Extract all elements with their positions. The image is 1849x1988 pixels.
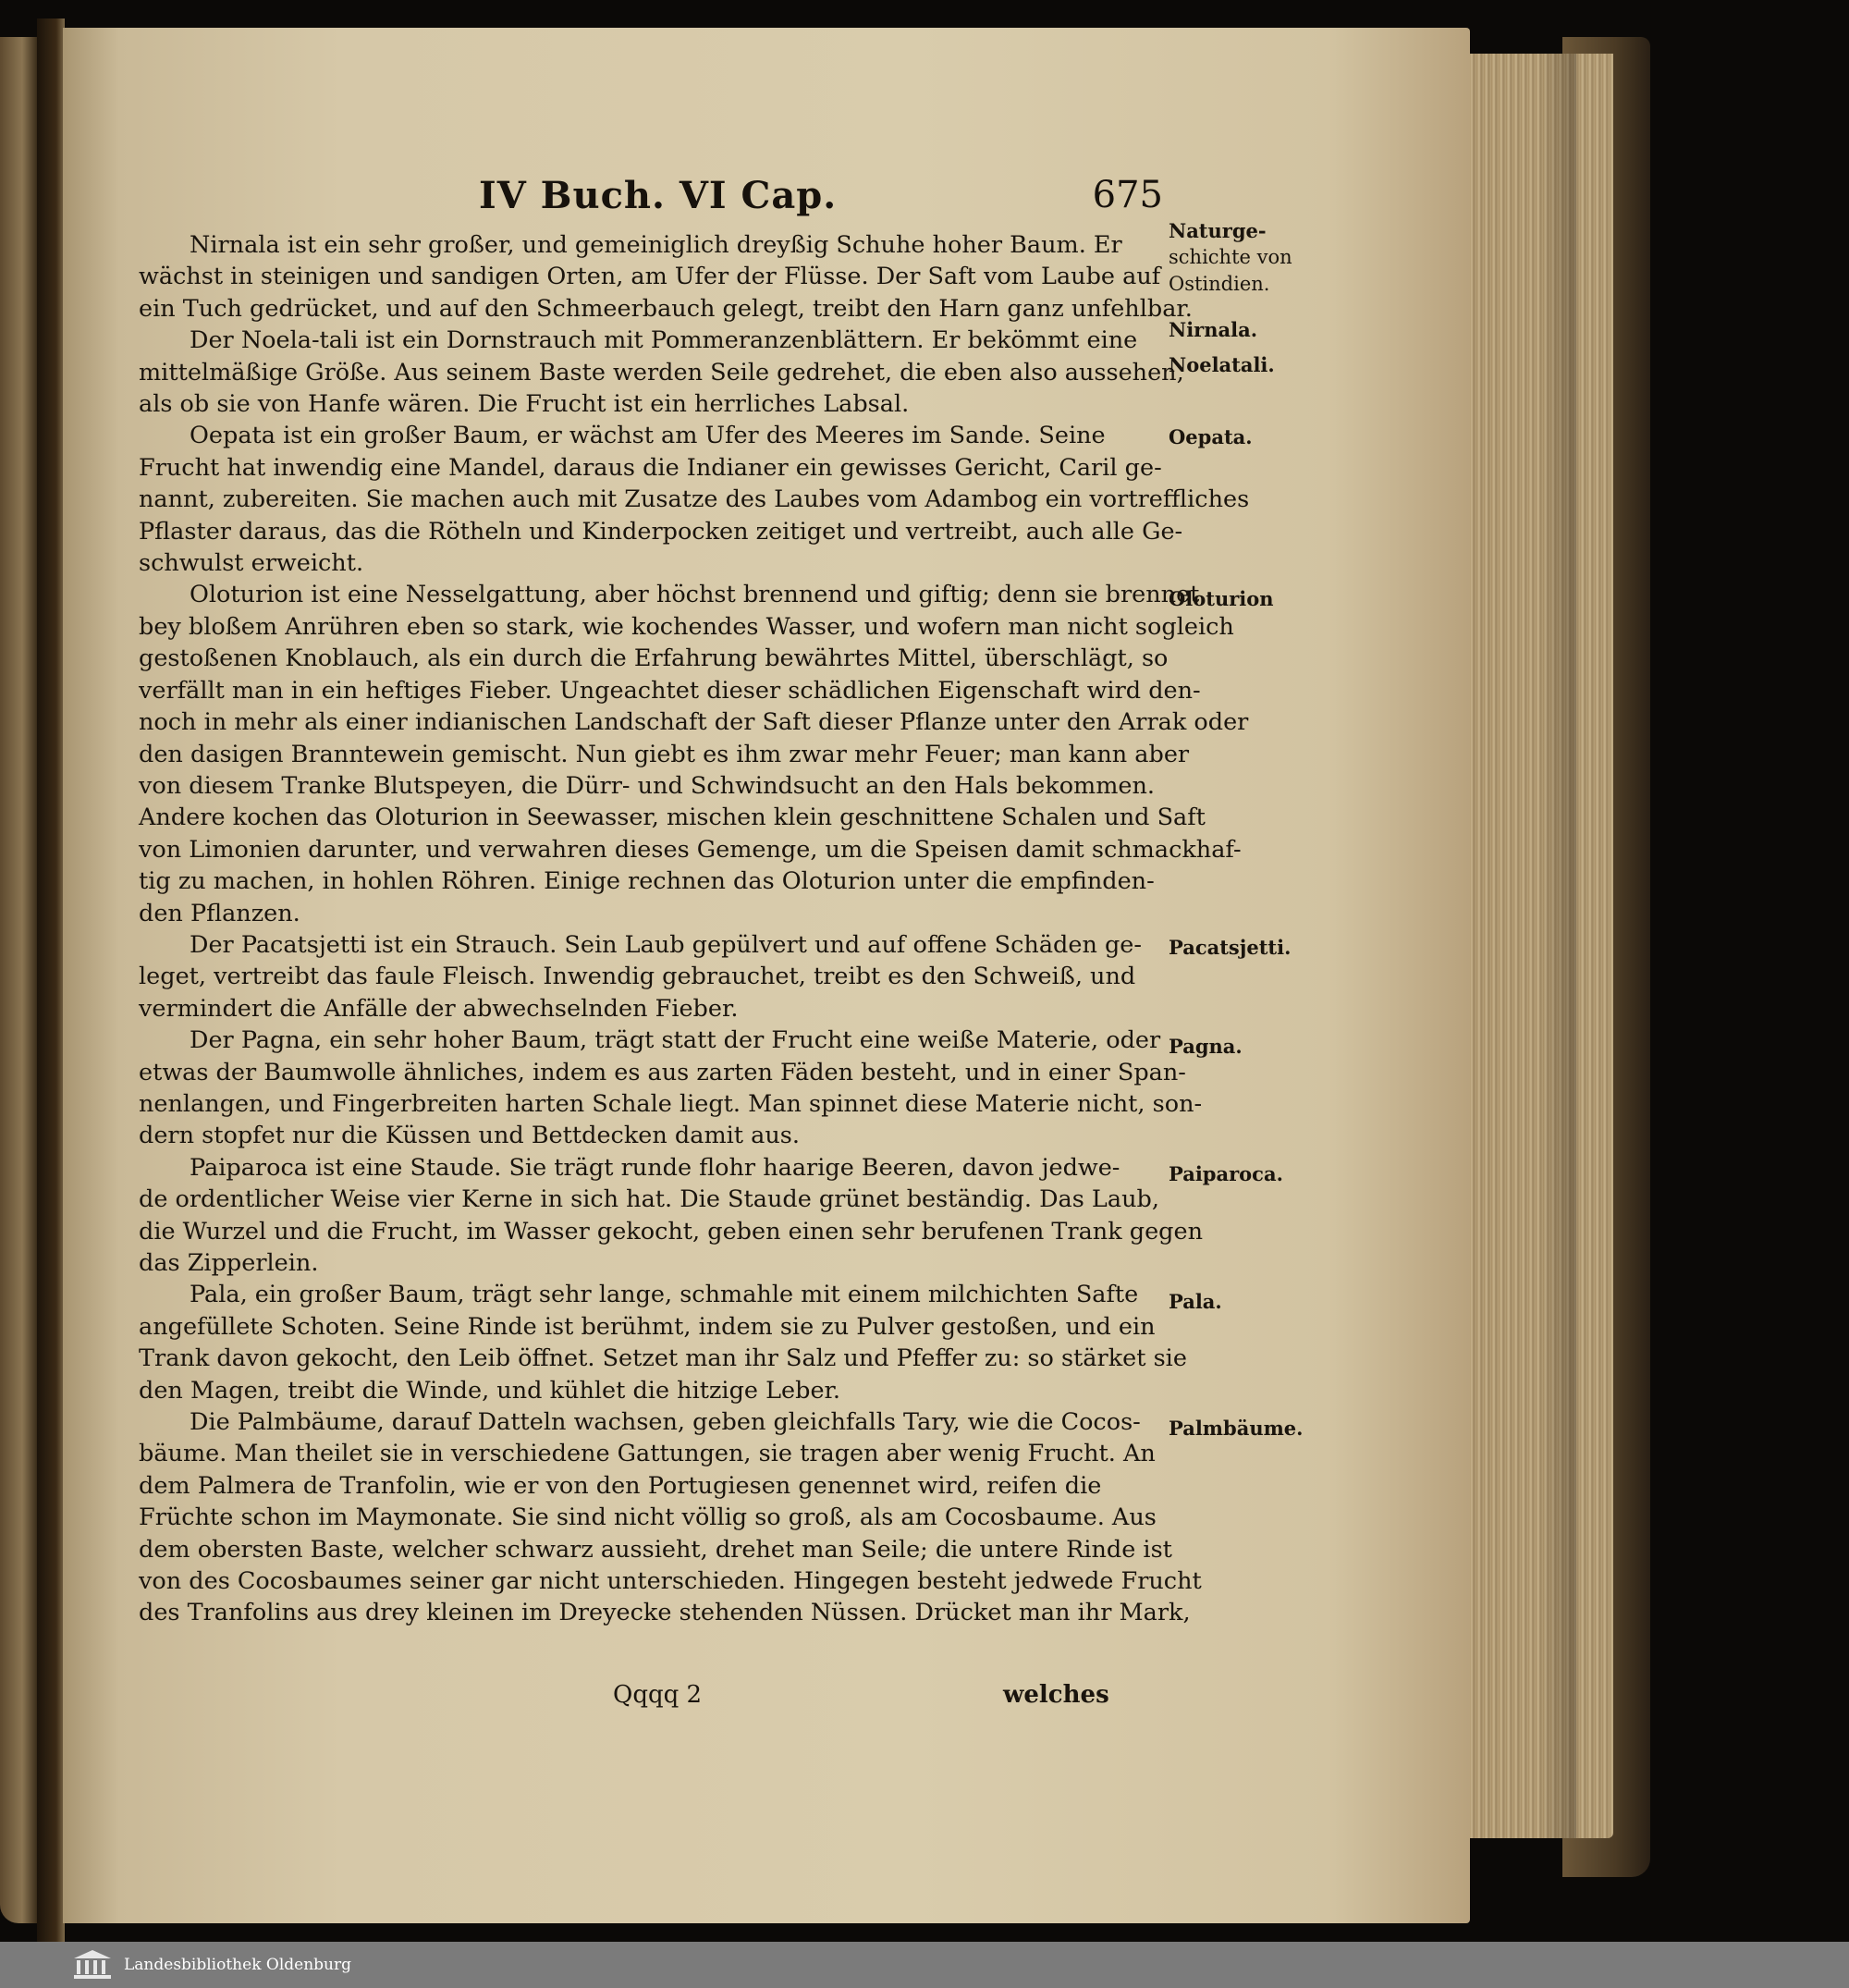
margin-note-line: Ostindien.: [1169, 273, 1270, 295]
text-line: des Tranfolins aus drey kleinen im Dreyecke stehenden Nüssen. Drücket man ihr Mark,: [139, 1599, 1191, 1627]
text-line: von diesem Tranke Blutspeyen, die Dürr- und Schwindsucht an den Hals bekommen.: [139, 771, 1156, 800]
paragraph-paiparoca: [139, 1152, 1204, 1280]
text-line: nannt, zubereiten. Sie machen auch mit Zusatze des Laubes vom Adambog ein vortreffliches: [139, 485, 1250, 514]
text-line: de ordentlicher Weise vier Kerne in sich hat. Die Staude grünet beständig. Das Laub,: [139, 1185, 1159, 1214]
text-line: Andere kochen das Oloturion in Seewasser, mischen klein geschnittene Schalen und Saft: [139, 804, 1206, 832]
text-line: den Magen, treibt die Winde, und kühlet die hitzige Leber.: [139, 1376, 841, 1405]
text-line: Frucht hat inwendig eine Mandel, daraus die Indianer ein gewisses Gericht, Caril ge-: [139, 453, 1162, 482]
text-line: von Limonien darunter, und verwahren dieses Gemenge, um die Speisen damit schmackhaf-: [139, 835, 1242, 864]
text-line: nenlangen, und Fingerbreiten harten Schale liegt. Man spinnet diese Materie nicht, son-: [139, 1089, 1203, 1118]
margin-note-line: Naturge-: [1169, 219, 1267, 242]
text-line: angefüllete Schoten. Seine Rinde ist berühmt, indem sie zu Pulver gestoßen, und ein: [139, 1312, 1156, 1341]
text-line: Oloturion ist eine Nesselgattung, aber höchst brennend und giftig; denn sie brennet: [190, 581, 1200, 609]
margin-note-oloturion: Oloturion: [1169, 587, 1274, 610]
text-line: Früchte schon im Maymonate. Sie sind nicht völlig so groß, als am Cocosbaume. Aus: [139, 1503, 1157, 1532]
text-line: dem Palmera de Tranfolin, wie er von den Portugiesen genennet wird, reifen die: [139, 1471, 1102, 1500]
paragraph-palmbaeume: [139, 1406, 1202, 1629]
page-header: [479, 174, 1163, 220]
margin-note-line: schichte von: [1169, 246, 1292, 268]
text-line: bäume. Man theilet sie in verschiedene Gattungen, sie tragen aber wenig Frucht. An: [139, 1440, 1156, 1468]
margin-note-paiparoca: Paiparoca.: [1169, 1162, 1283, 1185]
book-page: [63, 28, 1470, 1923]
text-line: Der Noela-tali ist ein Dornstrauch mit Pommeranzenblättern. Er bekömmt eine: [190, 326, 1138, 355]
text-line: als ob sie von Hanfe wären. Die Frucht ist ein herrliches Labsal.: [139, 390, 910, 419]
text-line: Die Palmbäume, darauf Datteln wachsen, geben gleichfalls Tary, wie die Cocos-: [190, 1408, 1141, 1437]
text-line: Oepata ist ein großer Baum, er wächst am Ufer des Meeres im Sande. Seine: [190, 422, 1106, 450]
margin-note-pacatsjetti: Pacatsjetti.: [1169, 936, 1292, 959]
text-line: ein Tuch gedrücket, und auf den Schmeerbauch gelegt, treibt den Harn ganz unfehlbar.: [139, 294, 1193, 323]
text-line: Nirnala ist ein sehr großer, und gemeiniglich dreyßig Schuhe hoher Baum. Er: [190, 231, 1122, 259]
text-line: Pala, ein großer Baum, trägt sehr lange, schmahle mit einem milchichten Safte: [190, 1281, 1139, 1309]
page-edges-shadow: [1539, 54, 1576, 1838]
left-page-edge: [0, 37, 37, 1923]
paragraph-noelatali: [139, 325, 1184, 420]
page-edges: [1447, 54, 1613, 1838]
margin-note-oepata: Oepata.: [1169, 425, 1253, 448]
text-line: vermindert die Anfälle der abwechselnden Fieber.: [139, 994, 739, 1023]
text-line: Pflaster daraus, das die Rötheln und Kinderpocken zeitiget und vertreibt, auch alle Ge-: [139, 517, 1183, 546]
text-line: schwulst erweicht.: [139, 549, 364, 578]
book-gutter: [37, 18, 65, 1942]
margin-note-pala: Pala.: [1169, 1290, 1222, 1313]
text-line: Paiparoca ist eine Staude. Sie trägt runde flohr haarige Beeren, davon jedwe-: [190, 1153, 1120, 1182]
text-line: Der Pacatsjetti ist ein Strauch. Sein Laub gepülvert und auf offene Schäden ge-: [190, 930, 1142, 959]
margin-note-nirnala: Nirnala.: [1169, 318, 1258, 341]
margin-note-noelatali: Noelatali.: [1169, 353, 1275, 376]
text-line: mittelmäßige Größe. Aus seinem Baste werden Seile gedrehet, die eben also aussehen,: [139, 358, 1184, 387]
paragraph-oepata: [139, 420, 1250, 579]
text-line: den dasigen Branntewein gemischt. Nun giebt es ihm zwar mehr Feuer; man kann aber: [139, 740, 1190, 768]
paragraph-pacatsjetti: [139, 929, 1156, 1025]
text-line: etwas der Baumwolle ähnliches, indem es aus zarten Fäden besteht, und in einer Span-: [139, 1058, 1186, 1086]
paragraph-pala: [139, 1279, 1187, 1406]
text-line: dern stopfet nur die Küssen und Bettdecken damit aus.: [139, 1122, 800, 1150]
library-footer: [0, 1942, 1849, 1988]
page-number: 675: [1092, 174, 1163, 216]
text-line: von des Cocosbaumes seiner gar nicht unterschieden. Hingegen besteht jedwede Frucht: [139, 1567, 1202, 1596]
text-line: Trank davon gekocht, den Leib öffnet. Setzet man ihr Salz und Pfeffer zu: so stärket sie: [139, 1344, 1187, 1373]
text-line: gestoßenen Knoblauch, als ein durch die Erfahrung bewährtes Mittel, überschlägt, so: [139, 644, 1169, 673]
text-line: noch in mehr als einer indianischen Landschaft der Saft dieser Pflanze unter den Arrak oder: [139, 708, 1249, 737]
library-building-icon: [74, 1950, 111, 1980]
text-line: den Pflanzen.: [139, 899, 300, 927]
margin-note-pagna: Pagna.: [1169, 1035, 1243, 1058]
text-line: die Wurzel und die Frucht, im Wasser gekocht, geben einen sehr berufenen Trank gegen: [139, 1217, 1204, 1246]
paragraph-pagna: [139, 1025, 1203, 1152]
text-line: leget, vertreibt das faule Fleisch. Inwendig gebrauchet, treibt es den Schweiß, und: [139, 963, 1136, 991]
margin-note-section: [1169, 217, 1298, 298]
text-line: tig zu machen, in hohlen Röhren. Einige rechnen das Oloturion unter die empfinden-: [139, 867, 1155, 896]
text-line: dem obersten Baste, welcher schwarz aussieht, drehet man Seile; die untere Rinde ist: [139, 1535, 1172, 1564]
text-line: wächst in steinigen und sandigen Orten, am Ufer der Flüsse. Der Saft vom Laube auf: [139, 263, 1161, 291]
catchword: welches: [1003, 1681, 1109, 1709]
signature-mark: Qqqq 2: [613, 1681, 703, 1709]
paragraph-oloturion: [139, 579, 1249, 928]
library-name: Landesbibliothek Oldenburg: [124, 1956, 352, 1974]
text-line: Der Pagna, ein sehr hoher Baum, trägt statt der Frucht eine weiße Materie, oder: [190, 1026, 1161, 1055]
paragraph-nirnala: [139, 229, 1193, 325]
running-head: IV Buch. VI Cap.: [479, 174, 838, 217]
margin-note-palmbaeume: Palmbäume.: [1169, 1417, 1304, 1440]
text-line: das Zipperlein.: [139, 1249, 319, 1277]
text-line: verfällt man in ein heftiges Fieber. Ungeachtet dieser schädlichen Eigenschaft wird den-: [139, 676, 1201, 705]
text-line: bey bloßem Anrühren eben so stark, wie kochendes Wasser, und wofern man nicht sogleich: [139, 612, 1234, 641]
